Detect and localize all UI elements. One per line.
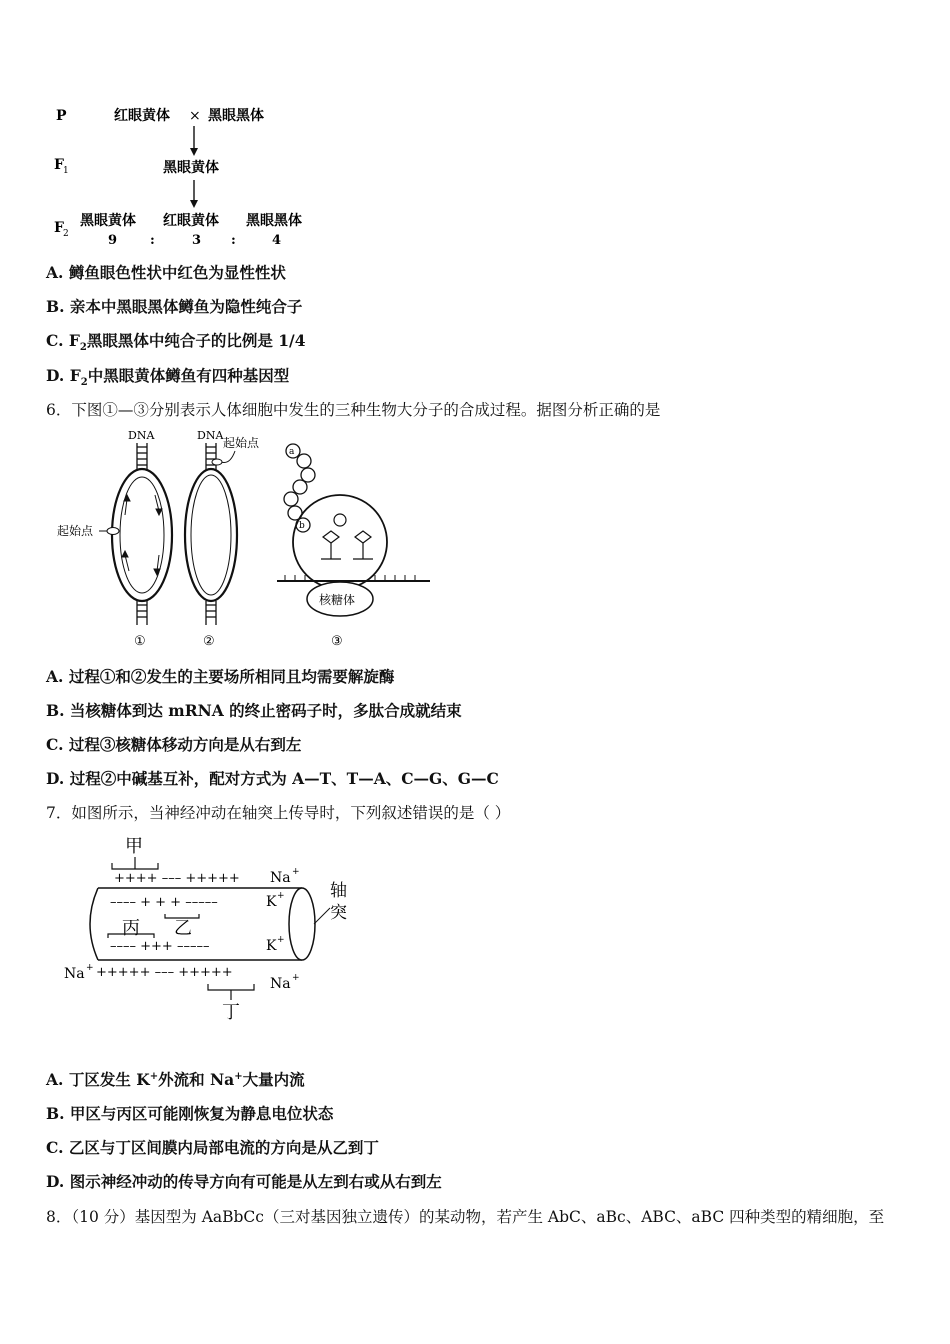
origin-marker-2	[212, 459, 222, 465]
row-label-f1: F	[54, 157, 64, 173]
q6-stem: 6．下图①—③分别表示人体细胞中发生的三种生物大分子的合成过程。据图分析正确的是	[46, 401, 661, 419]
region-yi: 乙	[174, 918, 192, 939]
q7-stem: 7．如图所示，当神经冲动在轴突上传导时，下列叙述错误的是（ ）	[46, 804, 511, 822]
q7-option-c: C. 乙区与丁区间膜内局部电流的方向是从乙到丁	[46, 1138, 379, 1157]
axon-label-1: 轴	[330, 881, 347, 901]
axon-conduction-figure	[62, 830, 362, 1025]
cross-symbol: ×	[189, 108, 201, 124]
replication-arrows	[122, 495, 162, 575]
na-right-sup: +	[292, 973, 300, 983]
macromolecule-synthesis-figure	[55, 425, 435, 650]
k-bottom-label: K	[266, 938, 277, 954]
dna-label-1: DNA	[128, 429, 155, 442]
q5-option-a: A. 鳟鱼眼色性状中红色为显性性状	[46, 263, 286, 282]
q6-option-b: B. 当核糖体到达 mRNA 的终止密码子时，多肽合成就结束	[46, 701, 462, 720]
dna-ladder-bottom-2	[206, 601, 216, 625]
genetic-cross-diagram	[46, 98, 326, 253]
ratio-colon-2: :	[231, 233, 236, 248]
origin-label-2: 起始点	[223, 436, 260, 450]
row-label-f2-sub: 2	[63, 229, 69, 239]
q5-option-c: C. $F_2$黑眼黑体中纯合子的比例是 1/4	[46, 331, 306, 354]
row-label-p: P	[56, 108, 67, 124]
transcription-bubble	[185, 469, 237, 601]
label-a: a	[289, 447, 295, 457]
parent-right: 黑眼黑体	[208, 108, 264, 124]
origin-marker-1	[107, 528, 119, 535]
region-jia: 甲	[125, 836, 143, 857]
axon-end	[289, 888, 315, 960]
inner-top-row: –––– + + + –––––	[110, 895, 218, 910]
q8-stem: 8．（10 分）基因型为 AaBbCc（三对基因独立遗传）的某动物，若产生 AbC、aBc、ABC、aBC 四种类型的精细胞，至	[46, 1208, 885, 1226]
na-left-label: Na	[64, 966, 85, 982]
axon-label-2: 突	[330, 903, 347, 923]
region-ding: 丁	[222, 1002, 240, 1023]
na-left-sup: +	[86, 963, 94, 973]
q7-option-d: D. 图示神经冲动的传导方向有可能是从左到右或从右到左	[46, 1172, 442, 1191]
na-right-label: Na	[270, 976, 291, 992]
label-b: b	[299, 521, 305, 531]
q5-option-d: D. $F_2$中黑眼黄体鳟鱼有四种基因型	[46, 366, 290, 389]
na-top-sup: +	[292, 867, 300, 877]
f1-phenotype: 黑眼黄体	[163, 160, 219, 176]
dna-label-2: DNA	[197, 429, 224, 442]
dna-ladder-bottom-1	[137, 601, 147, 625]
origin-label-1: 起始点	[57, 524, 94, 538]
f2-phenotype-1: 黑眼黄体	[80, 213, 136, 229]
q6-option-d: D. 过程②中碱基互补，配对方式为 A—T、T—A、C—G、G—C	[46, 769, 499, 788]
panel-number-2: ②	[203, 634, 215, 649]
ribosome-large-subunit	[293, 495, 387, 589]
top-charge-row: ++++ ––– +++++	[114, 871, 240, 886]
ratio-9: 9	[108, 233, 118, 248]
ratio-3: 3	[192, 233, 202, 248]
inner-bottom-row: –––– +++ –––––	[110, 939, 210, 954]
region-bing: 丙	[122, 918, 140, 939]
q6-option-a: A. 过程①和②发生的主要场所相同且均需要解旋酶	[46, 667, 395, 686]
trna-molecules	[321, 514, 373, 559]
f2-phenotype-3: 黑眼黑体	[246, 213, 302, 229]
replication-bubble-1	[112, 469, 172, 601]
q7-option-a: A. 丁区发生 K+外流和 Na+大量内流	[46, 1070, 305, 1089]
f2-phenotype-2: 红眼黄体	[163, 213, 219, 229]
q5-option-b: B. 亲本中黑眼黑体鳟鱼为隐性纯合子	[46, 297, 303, 316]
q6-option-c: C. 过程③核糖体移动方向是从右到左	[46, 735, 302, 754]
na-top-label: Na	[270, 870, 291, 886]
dna-ladder-top-1	[137, 443, 147, 471]
panel-number-3: ③	[331, 634, 343, 649]
dna-ladder-top-2	[206, 443, 216, 471]
row-label-f1-sub: 1	[63, 166, 69, 176]
k-top-label: K	[266, 894, 277, 910]
k-bottom-sup: +	[277, 935, 285, 945]
ratio-colon-1: :	[150, 233, 155, 248]
q7-option-b: B. 甲区与丙区可能刚恢复为静息电位状态	[46, 1104, 334, 1123]
parent-left: 红眼黄体	[114, 108, 170, 124]
row-label-f2: F	[54, 220, 64, 236]
ratio-4: 4	[272, 233, 282, 248]
ribosome-label: 核糖体	[319, 593, 356, 607]
bottom-charge-row: +++++ ––– +++++	[96, 965, 233, 980]
panel-number-1: ①	[134, 634, 146, 649]
k-top-sup: +	[277, 891, 285, 901]
